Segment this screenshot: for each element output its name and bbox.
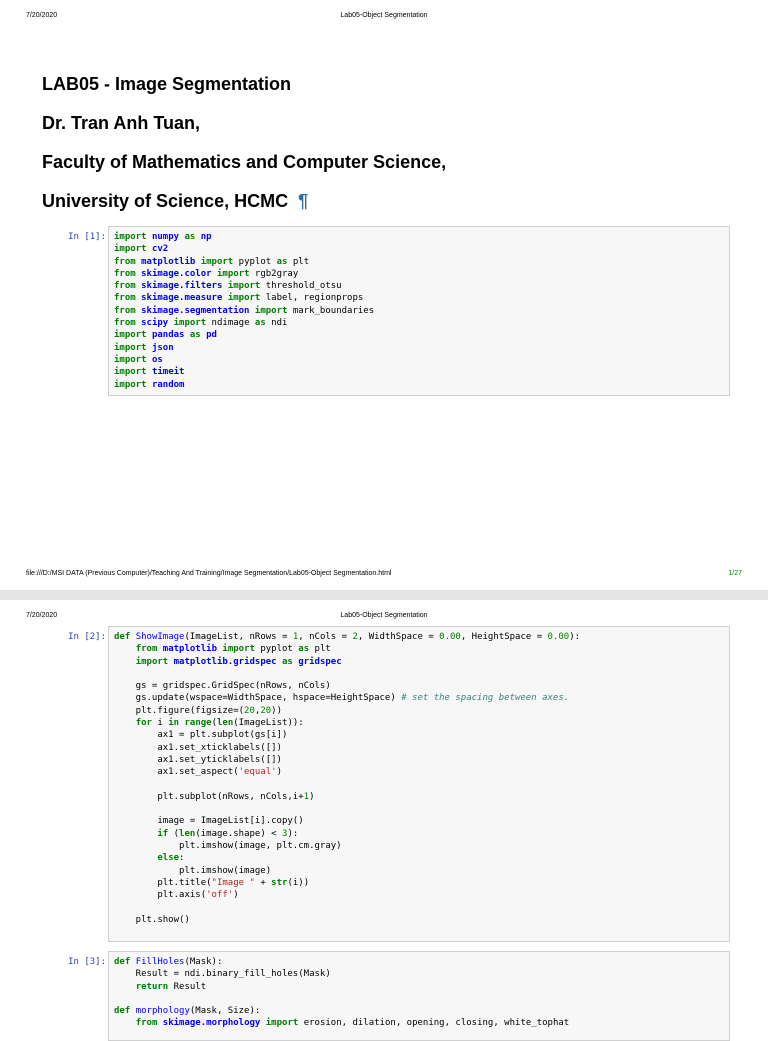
code-text: ax1.set_yticklabels([])	[114, 754, 282, 765]
code-line	[114, 865, 724, 877]
keyword-token: import	[114, 379, 147, 390]
code-line	[114, 729, 724, 741]
keyword-token: from	[135, 1018, 158, 1029]
keyword-token: as	[184, 232, 196, 242]
keyword-token: import	[114, 354, 147, 365]
code-line	[114, 643, 724, 655]
keyword-token: str	[271, 877, 288, 888]
code-line	[114, 993, 724, 1005]
code-line	[114, 342, 724, 354]
code-line	[114, 354, 724, 366]
header-title: Lab05-Object Segmentation	[340, 612, 428, 619]
keyword-token: import	[265, 1018, 299, 1029]
module-token: np	[200, 232, 212, 242]
faculty-name: Faculty of Mathematics and Computer Science,	[42, 152, 447, 172]
keyword-token: from	[135, 644, 158, 655]
code-text: +	[254, 877, 272, 888]
code-line	[114, 243, 724, 255]
module-token: skimage.filters	[141, 281, 223, 292]
code-line	[114, 280, 724, 292]
keyword-token: if	[157, 828, 169, 839]
code-line	[114, 366, 724, 378]
code-text: (	[168, 828, 180, 839]
code-text: (i))	[287, 877, 310, 888]
comment-token: # set the spacing between axes.	[401, 693, 570, 704]
code-text: pyplot	[254, 644, 299, 655]
code-line	[114, 902, 724, 914]
keyword-token: as	[254, 318, 266, 329]
code-text: ):	[287, 828, 299, 839]
code-cell[interactable]	[108, 626, 730, 942]
module-token: os	[151, 354, 163, 365]
keyword-token: import	[227, 293, 261, 304]
code-text: plt.axis(	[114, 890, 207, 901]
code-line	[114, 791, 724, 803]
code-line	[114, 668, 724, 680]
code-line	[114, 877, 724, 889]
code-text: )	[309, 791, 315, 802]
code-text	[114, 644, 136, 654]
code-text: ):	[569, 632, 581, 642]
code-line	[114, 1005, 724, 1017]
code-text: label, regionprops	[260, 293, 364, 304]
code-text: plt	[287, 256, 310, 267]
keyword-token: for	[135, 718, 152, 729]
keyword-token: import	[254, 305, 288, 316]
module-token: random	[151, 379, 185, 390]
code-cell[interactable]	[108, 951, 730, 1041]
keyword-token: def	[114, 632, 131, 642]
header-date: 7/20/2020	[26, 612, 58, 619]
code-text: rgb2gray	[249, 268, 299, 279]
page-number: 1/27	[728, 570, 742, 577]
module-token: skimage.morphology	[162, 1018, 261, 1029]
code-text: plt.show()	[114, 914, 190, 925]
keyword-token: import	[114, 244, 147, 255]
keyword-token: from	[114, 281, 136, 292]
code-line	[114, 981, 724, 993]
number-token: 0.00	[439, 632, 461, 642]
keyword-token: as	[282, 656, 293, 667]
keyword-token: import	[216, 268, 250, 279]
code-text: gs.update(wspace=WidthSpace, hspace=HeightSpace)	[114, 693, 402, 704]
code-text: (	[211, 718, 217, 729]
code-text	[114, 657, 136, 667]
function-name-token: ShowImage	[135, 632, 185, 642]
code-text: gs = gridspec.GridSpec(nRows, nCols)	[114, 681, 331, 692]
keyword-token: from	[114, 305, 136, 316]
keyword-token: as	[276, 256, 288, 267]
keyword-token: def	[114, 1006, 131, 1017]
code-line	[114, 828, 724, 840]
module-token: cv2	[151, 244, 169, 255]
function-name-token: morphology	[135, 1006, 190, 1017]
module-token: skimage.segmentation	[141, 305, 250, 316]
keyword-token: def	[114, 957, 131, 967]
code-line	[114, 815, 724, 827]
keyword-token: as	[189, 330, 201, 341]
code-line	[114, 968, 724, 980]
number-token: 2	[352, 632, 358, 642]
keyword-token: len	[217, 718, 234, 729]
number-token: 3	[282, 828, 288, 839]
keyword-token: import	[227, 281, 261, 292]
string-token: "Image "	[211, 877, 255, 888]
code-text: ax1.set_xticklabels([])	[114, 742, 282, 753]
code-text: )	[276, 767, 282, 778]
code-text: (ImageList)):	[233, 718, 304, 729]
code-text: plt.title(	[114, 877, 212, 888]
code-text	[114, 853, 157, 863]
code-text: pyplot	[233, 256, 277, 267]
footer-path: file:///D:/MSI DATA (Previous Computer)/Teaching And Training/Image Segmentation/Lab05-Object Segmentation.html	[26, 570, 392, 577]
code-text: plt.subplot(nRows, nCols,i+	[114, 791, 304, 802]
keyword-token: import	[173, 318, 207, 329]
code-line	[114, 256, 724, 268]
code-text: ax1.set_aspect(	[114, 767, 239, 778]
university-name: University of Science, HCMC ¶	[42, 191, 309, 211]
page-header	[0, 12, 768, 22]
notebook-title: LAB05 - Image Segmentation	[42, 74, 292, 94]
keyword-token: from	[114, 256, 136, 267]
code-text: ndimage	[206, 318, 255, 329]
keyword-token: len	[179, 828, 196, 839]
number-token: 1	[292, 632, 299, 642]
code-line	[114, 742, 724, 754]
cell-prompt: In [1]:	[68, 232, 106, 242]
keyword-token: import	[114, 330, 147, 341]
code-line	[114, 717, 724, 729]
code-line	[114, 914, 724, 926]
code-text: threshold_otsu	[260, 281, 342, 292]
page-header	[0, 612, 768, 622]
keyword-token: import	[135, 656, 169, 667]
code-text: plt.imshow(image, plt.cm.gray)	[114, 841, 342, 852]
code-line	[114, 956, 724, 968]
code-text: (Mask):	[184, 957, 223, 967]
code-text: , nCols =	[298, 632, 353, 642]
module-token: numpy	[151, 232, 180, 242]
code-text: ,	[254, 705, 261, 716]
cell-prompt: In [2]:	[68, 632, 106, 642]
code-text: plt	[309, 644, 331, 655]
code-line	[114, 680, 724, 692]
code-line	[114, 656, 724, 668]
code-text: , WidthSpace =	[357, 632, 440, 642]
number-token: 20	[244, 705, 255, 716]
code-text: i	[151, 718, 169, 729]
module-token: scipy	[141, 318, 169, 329]
code-line	[114, 329, 724, 341]
code-text: mark_boundaries	[287, 305, 375, 316]
string-token: 'off'	[206, 890, 234, 901]
keyword-token: as	[298, 644, 310, 655]
code-line	[114, 231, 724, 243]
code-line	[114, 754, 724, 766]
keyword-token: range	[184, 718, 212, 729]
anchor-link[interactable]: ¶	[298, 191, 309, 211]
keyword-token: in	[168, 718, 180, 729]
code-line	[114, 803, 724, 815]
code-line	[114, 292, 724, 304]
code-line	[114, 305, 724, 317]
code-text	[114, 718, 136, 728]
code-text: :	[179, 853, 185, 864]
code-line	[114, 766, 724, 778]
code-text: plt.figure(figsize=(	[114, 705, 245, 716]
code-text	[114, 1018, 136, 1028]
keyword-token: from	[114, 268, 136, 279]
number-token: 0.00	[547, 632, 570, 642]
keyword-token: import	[114, 342, 147, 353]
module-token: pandas	[151, 330, 185, 341]
number-token: 1	[303, 791, 310, 802]
code-line	[114, 631, 724, 643]
code-cell[interactable]	[108, 226, 730, 396]
keyword-token: from	[114, 293, 136, 304]
number-token: 20	[260, 705, 272, 716]
keyword-token: from	[114, 318, 136, 329]
code-text: ax1 = plt.subplot(gs[i])	[114, 730, 288, 741]
header-title: Lab05-Object Segmentation	[340, 12, 428, 19]
code-line	[114, 379, 724, 391]
keyword-token: import	[200, 256, 234, 267]
cell-prompt: In [3]:	[68, 957, 106, 967]
keyword-token: import	[114, 232, 147, 242]
code-text	[114, 982, 136, 992]
keyword-token: else	[157, 853, 180, 864]
keyword-token: return	[135, 981, 169, 992]
code-text: Result = ndi.binary_fill_holes(Mask)	[114, 969, 331, 980]
code-text: image = ImageList[i].copy()	[114, 816, 304, 827]
code-text: ))	[271, 705, 282, 716]
code-text	[114, 829, 157, 839]
module-token: gridspec	[298, 656, 342, 667]
module-token: timeit	[151, 367, 185, 378]
code-line	[114, 692, 724, 704]
function-name-token: FillHoles	[135, 957, 185, 967]
code-line	[114, 779, 724, 791]
page-separator	[0, 590, 768, 600]
keyword-token: import	[114, 367, 147, 378]
code-line	[114, 705, 724, 717]
string-token: 'equal'	[238, 767, 277, 778]
code-line	[114, 317, 724, 329]
code-line	[114, 268, 724, 280]
module-token: matplotlib	[141, 256, 196, 267]
code-text: (ImageList, nRows =	[184, 632, 293, 642]
code-line	[114, 852, 724, 864]
code-text: )	[233, 890, 239, 901]
code-line	[114, 840, 724, 852]
module-token: matplotlib.gridspec	[173, 656, 277, 667]
code-text: , HeightSpace =	[460, 632, 548, 642]
code-text: ndi	[265, 318, 288, 329]
code-line	[114, 889, 724, 901]
page-2	[0, 600, 768, 1029]
code-text: plt.imshow(image)	[114, 865, 272, 876]
header-date: 7/20/2020	[26, 12, 58, 19]
module-token: json	[151, 342, 174, 353]
module-token: skimage.measure	[141, 293, 223, 304]
code-text: (Mask, Size):	[189, 1006, 261, 1017]
module-token: matplotlib	[162, 644, 217, 655]
author-name: Dr. Tran Anh Tuan,	[42, 113, 201, 133]
module-token: pd	[206, 330, 217, 341]
keyword-token: import	[222, 644, 255, 655]
code-text: (image.shape) <	[195, 828, 283, 839]
code-text: erosion, dilation, opening, closing, white_tophat	[298, 1018, 570, 1029]
module-token: skimage.color	[141, 268, 212, 279]
code-text: Result	[168, 981, 207, 992]
